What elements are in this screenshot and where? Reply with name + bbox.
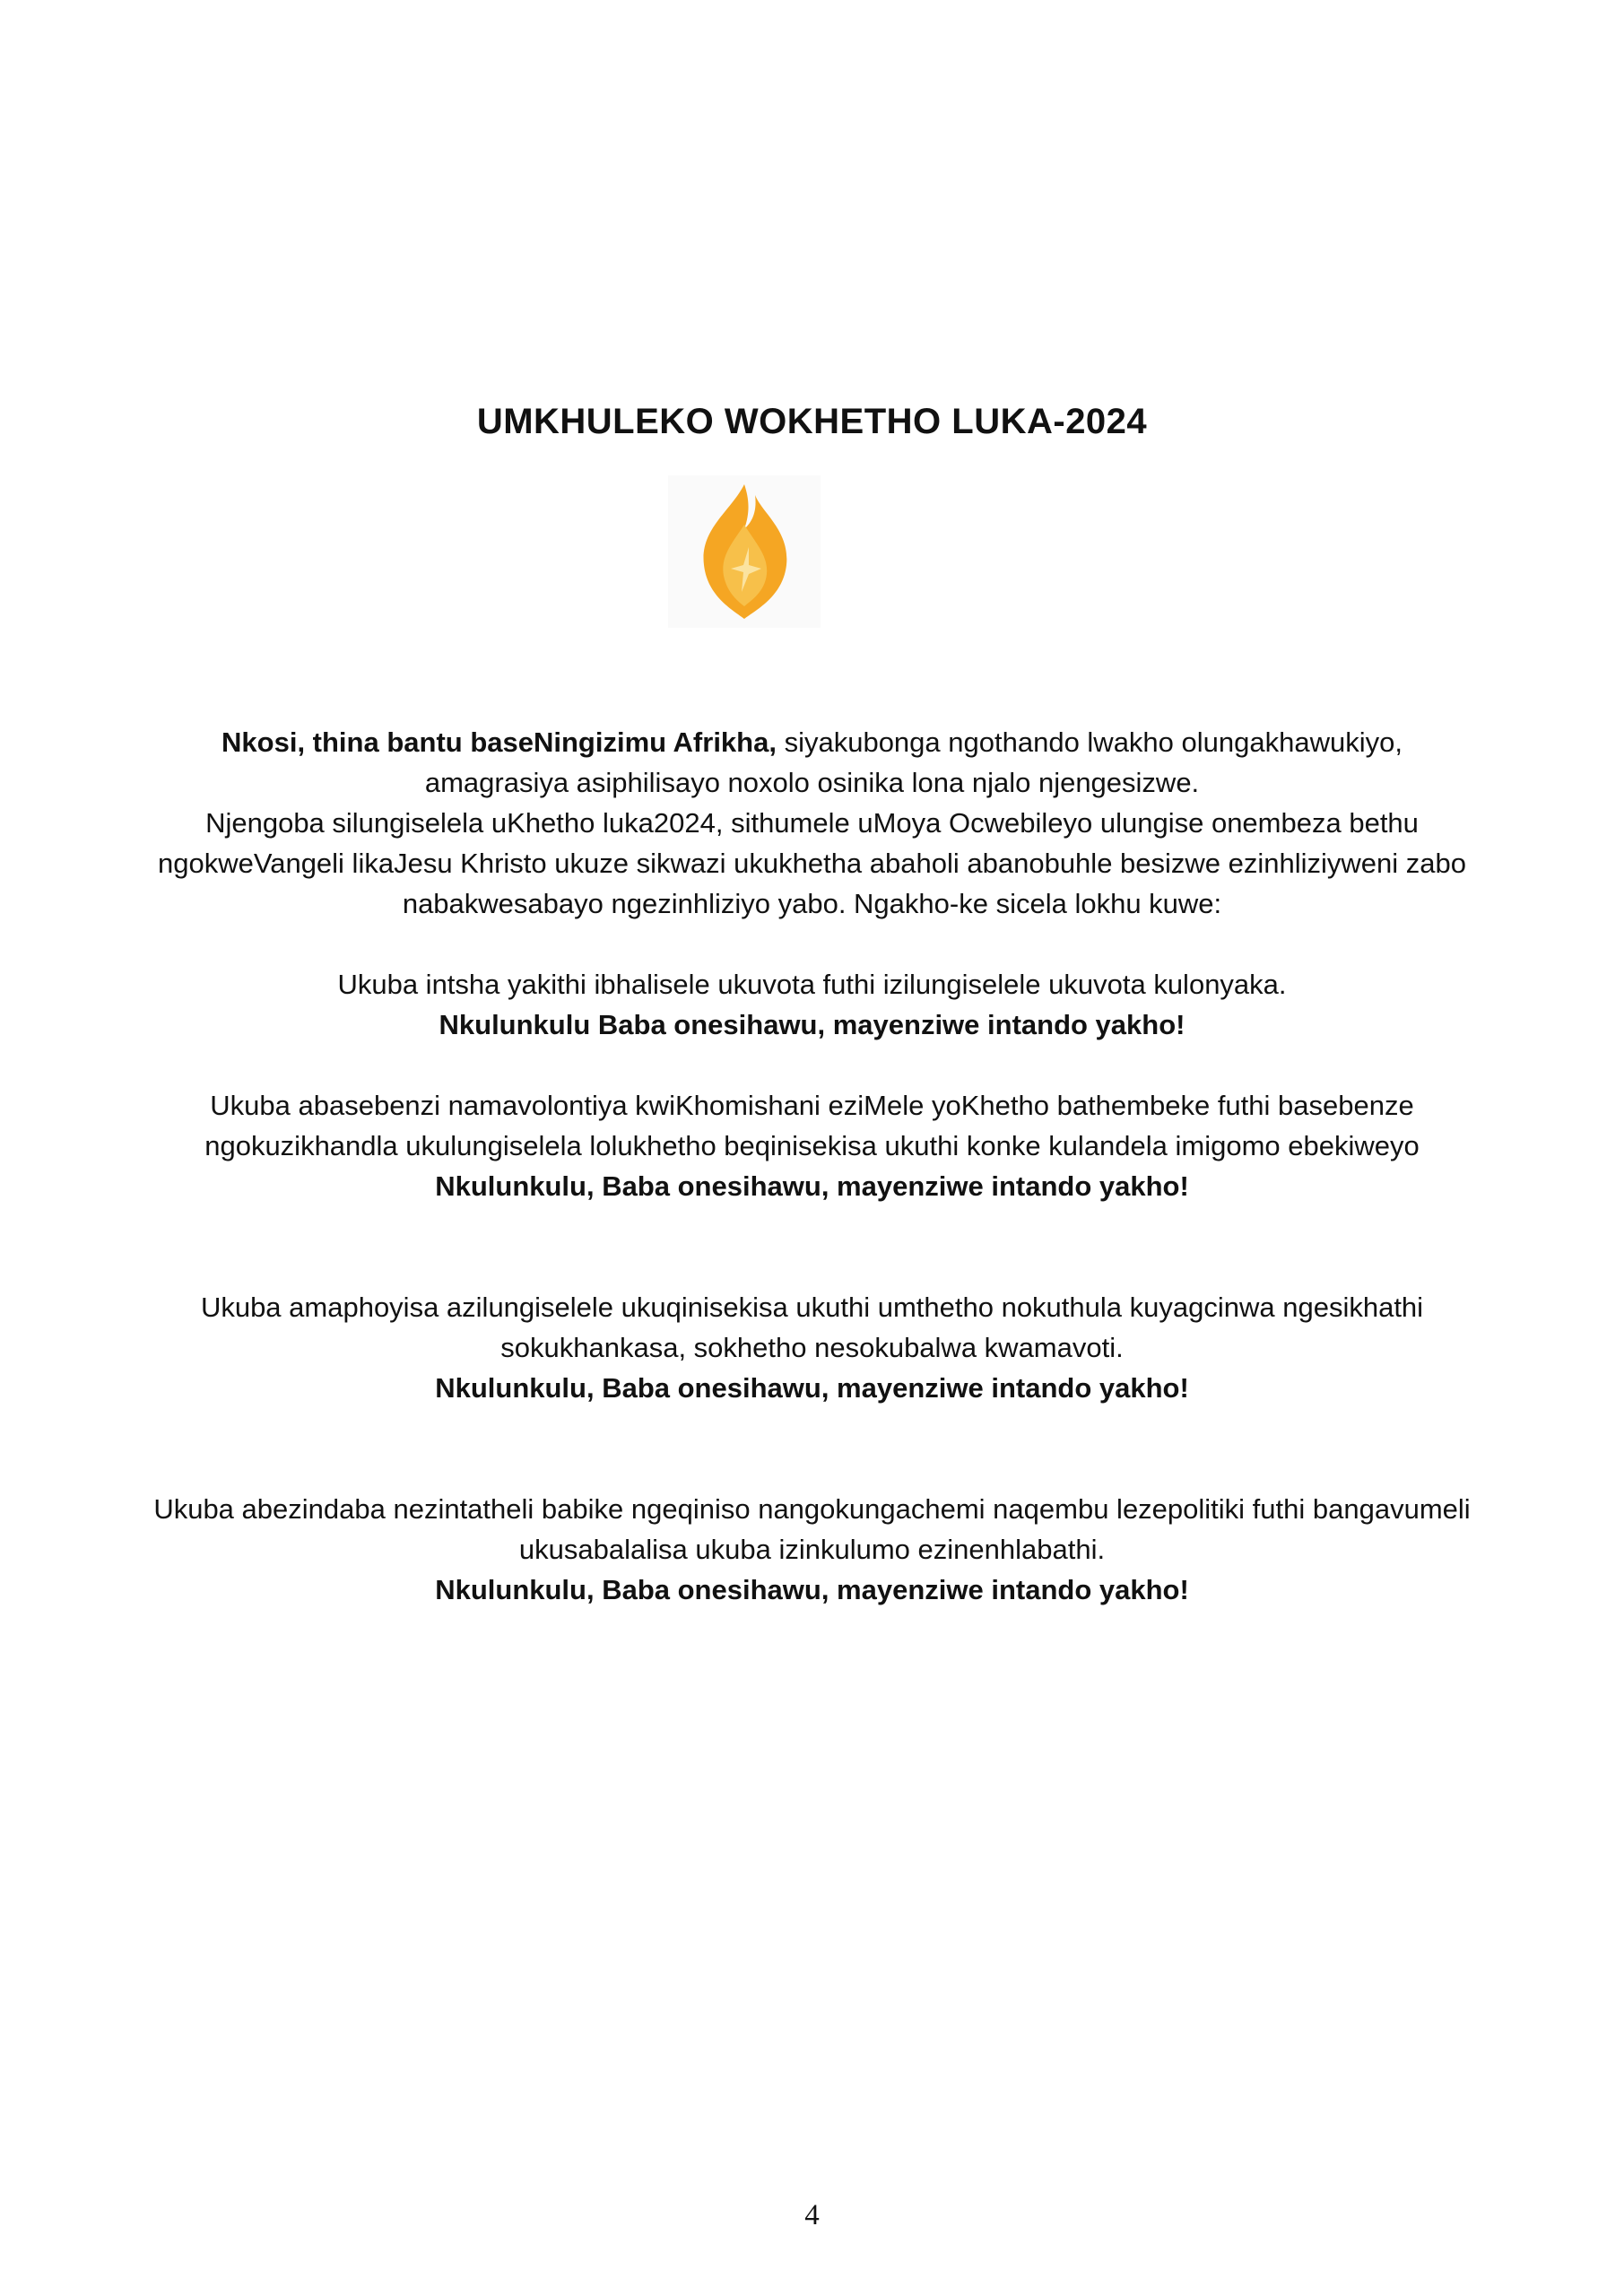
petition-2-response: Nkulunkulu, Baba onesihawu, mayenziwe intando yakho! [435,1170,1189,1202]
flame-cross-icon-graphic [668,475,821,628]
intro-line-1 [135,722,1489,762]
prayer-body [135,722,1489,1610]
petition-1-text: Ukuba intsha yakithi ibhalisele ukuvota futhi izilungiselele ukuvota kulonyaka. [337,969,1287,1000]
intro-line-1-rest: siyakubonga ngothando lwakho olungakhawukiyo, [776,726,1403,758]
petition-3-response: Nkulunkulu, Baba onesihawu, mayenziwe intando yakho! [435,1372,1189,1404]
petition-3-text: Ukuba amaphoyisa azilungiselele ukuqinisekisa ukuthi umthetho nokuthula kuyagcinwa ngesikhathi sokukhankasa, sokhetho nesokubalwa kwamavoti. [200,1292,1424,1363]
petition-1-response: Nkulunkulu Baba onesihawu, mayenziwe intando yakho! [439,1009,1185,1040]
petition-4-response: Nkulunkulu, Baba onesihawu, mayenziwe intando yakho! [435,1574,1189,1605]
page-title: UMKHULEKO WOKHETHO LUKA-2024 [476,402,1148,441]
intro-paragraph: Njengoba silungiselela uKhetho luka2024, sithumele uMoya Ocwebileyo ulungise onembeza bethu ngokweVangeli likaJesu Khristo ukuze sikwazi ukukhetha abaholi abanobuhle besizwe ezinhliziyweni zabo nabakwesabayo ngezinhliziyo yabo. Ngakho-ke sicela lokhu kuwe: [157,807,1467,919]
petition-4-text: Ukuba abezindaba nezintatheli babike ngeqiniso nangokungachemi naqembu lezepolitiki futhi bangavumeli ukusabalalisa ukuba izinkulumo ezinenhlabathi. [153,1493,1471,1565]
page-number: 4 [804,2199,820,2231]
intro-line-2: amagrasiya asiphilisayo noxolo osinika lona njalo njengesizwe. [424,767,1200,798]
flame-cross-icon [668,475,821,628]
petition-2-text: Ukuba abasebenzi namavolontiya kwiKhomishani eziMele yoKhetho bathembeke futhi basebenze ngokuzikhandla ukulungiselela lolukhetho beqinisekisa ukuthi konke kulandela imigomo ebekiweyo [204,1090,1420,1161]
intro-bold-lead: Nkosi, thina bantu baseNingizimu Afrikha, [221,726,777,758]
